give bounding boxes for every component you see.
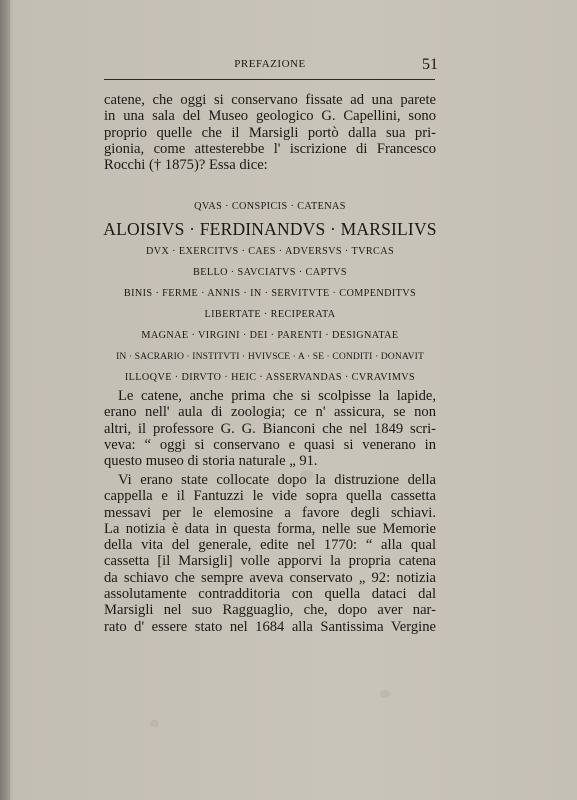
text-line: assolutamente contradditoria con quella dataci dal: [104, 586, 436, 603]
text-line: Rocchi († 1875)? Essa dice:: [104, 157, 268, 174]
inscription-line: QVAS · CONSPICIS · CATENAS: [194, 201, 346, 212]
text-line: questo museo di storia naturale „ 91.: [104, 453, 318, 470]
text-line: Marsigli nel suo Ragguaglio, che, dopo aver nar-: [104, 602, 436, 619]
inscription-line: IN · SACRARIO · INSTITVTI · HVIVSCE · A · SE · CONDITI · DONAVIT: [116, 351, 424, 362]
book-spine-shadow: [0, 0, 10, 800]
inscription-line: LIBERTATE · RECIPERATA: [204, 309, 336, 320]
text-line: della vita del generale, edite nel 1770: “ alla qual: [104, 537, 436, 554]
page-header: [104, 56, 436, 78]
text-line: veva: “ oggi si conservano e quasi si venerano in: [104, 436, 436, 453]
text-line: proprio quelle che il Marsigli portò dalla sua pri-: [104, 124, 436, 141]
paper-stain: [150, 720, 159, 727]
text-line: rato d' essere stato nel 1684 alla Santissima Vergine: [104, 618, 436, 635]
page-number: 51: [422, 56, 438, 73]
inscription-line: DVX · EXERCITVS · CAES · ADVERSVS · TVRCAS: [145, 246, 395, 257]
text-line: cassetta [il Marsigli] volle apporvi la propria catena: [104, 553, 436, 570]
text-line: gionia, come attesterebbe l' iscrizione di Francesco: [104, 140, 436, 157]
text-line: in una sala del Museo geologico G. Capellini, sono: [104, 108, 436, 125]
inscription-line: ILLOQVE · DIRVTO · HEIC · ASSERVANDAS · CVRAVIMVS: [124, 372, 416, 383]
inscription-line: BELLO · SAVCIATVS · CAPTVS: [193, 267, 347, 278]
running-head: PREFAZIONE: [234, 58, 306, 70]
header-rule: [104, 79, 435, 80]
text-line: messavi per le elemosine a favore degli schiavi.: [104, 504, 436, 521]
text-line: catene, che oggi si conservano fissate ad una parete: [104, 92, 436, 108]
text-line: Le catene, anche prima che si scolpisse la lapide,: [118, 388, 436, 404]
paragraph-1: [104, 92, 436, 173]
text-line: da schiavo che sempre aveva conservato „ 92: notizia: [104, 569, 436, 586]
text-line: cappella e il Fantuzzi le vide sopra quella cassetta: [104, 488, 436, 505]
inscription-line: ALOISIVS · FERDINANDVS · MARSILIVS: [103, 219, 437, 239]
inscription: [98, 196, 442, 388]
inscription-line: BINIS · FERME · ANNIS · IN · SERVITVTE · COMPENDITVS: [123, 288, 417, 299]
text-line: Vi erano state collocate dopo la distruzione della: [118, 472, 436, 488]
paragraph-2: [104, 388, 436, 469]
text-line: La notizia è data in questa forma, nelle sue Memorie: [104, 520, 436, 537]
paragraph-3: [104, 472, 436, 635]
text-line: erano nell' aula di zoologia; ce n' assicura, se non: [104, 404, 436, 421]
paper-stain: [380, 690, 390, 698]
inscription-line: MAGNAE · VIRGINI · DEI · PARENTI · DESIGNATAE: [141, 330, 399, 341]
text-line: altri, il professore G. G. Bianconi che nel 1849 scri-: [104, 420, 436, 437]
